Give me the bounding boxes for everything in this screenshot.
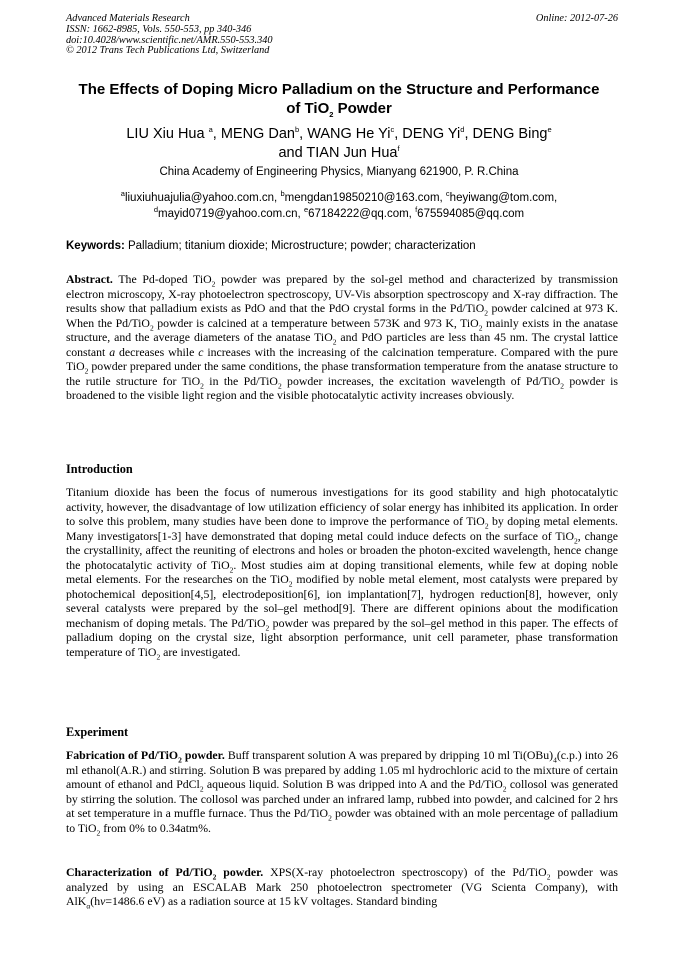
abstract: Abstract. The Pd-doped TiO$_2$ powder was prepared by the sol-gel method and characterized by transmission electron microscopy, X-ray photoelectron spectroscopy, UV-Vis absorption spectroscopy and X-ray diffraction. The results show that palladium exists as PdO and that the PdO crystal forms in the Pd/TiO$_2$ powder calcined at 973 K. When the Pd/TiO$_2$ powder is calcined at a temperature between 573K and 973 K, TiO$_2$ mainly exists in the anatase structure, and the average diameters of the anatase TiO$_2$ and PdO particles are less than 45 nm. The crystal lattice constant a decreases while c increases with the increasing of the calcination temperature. Compared with the pure TiO$_2$ powder prepared under the same conditions, the phase transformation temperature from the anatase structure to the rutile structure for TiO$_2$ in the Pd/TiO$_2$ powder increases, the excitation wavelength of Pd/TiO$_2$ powder is broadened to the visible light region and the visible photocatalytic activity increases obviously. [66,272,618,402]
email-link[interactable]: liuxiuhuajulia@yahoo.com.cn, [124,192,281,204]
section-heading-experiment: Experiment [66,725,129,739]
author-line-1: LIU Xiu Hua $^a$, MENG Dan$^b$, WANG He Yi$^c$, DENG Yi$^d$, DENG Bing$^e$ [126,125,552,142]
author: WANG He Yi [307,126,391,142]
journal-issn: ISSN: 1662-8985, Vols. 550-553, pp 340-346 [66,23,252,35]
author-line-2: and TIAN Jun Hua$^f$ [278,144,400,161]
title-line-2: of TiO$_2$ Powder [286,100,392,119]
introduction-paragraph: Titanium dioxide has been the focus of numerous investigations for its good stability and high photocatalytic activity, however, the disadvantage of low utilization efficiency of solar energy has inhibited its application. In order to solve this problem, many studies have been done to improve the performance of TiO$_2$ by doping metal elements. Many investigators[1-3] have demonstrated that doping metal could induce defects on the surface of TiO$_2$, change the crystallinity, affect the reuniting of electrons and holes or broaden the photon-excited wavelength, hence change the photocatalytic activity of TiO$_2$. Most studies aim at doping transitional elements, while few at doping noble metal elements. For the researches on the TiO$_2$ modified by noble metal element, most catalysts were prepared by photochemical deposition[4,5], electrodeposition[6], ion implantation[7], hydrogen reduction[8], however, only several catalysts were prepared by the sol–gel method[9]. There are different opinions about the modification mechanism of doping metals. The Pd/TiO$_2$ powder was prepared by the sol–gel method in this paper. The effects of palladium doping on the crystal size, light absorption performance, unit cell parameter, phase transformation temperature of TiO$_2$ are investigated. [66,485,619,661]
author: DENG Bing [472,126,548,142]
author-list [50,125,628,163]
email-list: $^a$liuxiuhuajulia@yahoo.com.cn, $^b$mengdan19850210@163.com, $^c$heyiwang@tom.com, $^d$mayid0719@yahoo.com.cn, $^e$67184222@qq.com, $^f$675594085@qq.com [120,189,558,220]
author: DENG Yi [402,126,461,142]
email-link[interactable]: heyiwang@tom.com, [449,192,558,204]
email-link[interactable]: mengdan19850210@163.com, [284,192,446,204]
email-link[interactable]: 67184222@qq.com, [308,208,416,220]
journal-name: Advanced Materials Research [66,13,190,24]
online-date: Online: 2012-07-26 [535,13,618,24]
journal-header [66,14,618,57]
journal-doi: doi:10.4028/www.scientific.net/AMR.550-553.340 [66,34,273,46]
fabrication-paragraph: Fabrication of Pd/TiO$_2$ powder. Buff transparent solution A was prepared by dripping 10 ml $Ti(OBu)_4(c.p.)$ into 26 ml ethanol(A.R.) and stirring. Solution B was prepared by adding 1.05 ml hydrochloric acid to the mixture of certain amount of ethanol and PdCl$_2$ aqueous liquid. Solution B was dripped into A and the Pd/TiO$_2$ collosol was generated by stirring the solution. The collosol was parched under an infrared lamp, rubbed into powder, and calcined for 2 hrs at set temperature in a muffle furnace. Thus the Pd/TiO$_2$ powder was obtained with an mole percentage of palladium to TiO$_2$ from 0% to 0.34atm%. [66,748,619,837]
author: MENG Dan [220,126,295,142]
author: and TIAN Jun Hua [278,145,398,161]
journal-copyright: © 2012 Trans Tech Publications Ltd, Switzerland [66,45,270,57]
affiliation: China Academy of Engineering Physics, Mianyang 621900, P. R.China [159,166,519,178]
email-link[interactable]: 675594085@qq.com [417,208,525,220]
paper-title [50,80,628,118]
section-heading-introduction: Introduction [66,462,133,476]
keywords: Keywords: Palladium; titanium dioxide; Microstructure; powder; characterization [66,240,476,252]
email-link[interactable]: mayid0719@yahoo.com.cn, [158,208,304,220]
characterization-paragraph: Characterization of Pd/TiO$_2$ powder. XPS(X-ray photoelectron spectroscopy) of the Pd/TiO$_2$ powder was analyzed by using an ESCALAB Mark 250 photoelectron spectrometer (VG Scienta Company), with AlK$_\alpha$(hv=1486.6 eV) as a radiation source at 15 kV voltages. Standard binding [66,865,619,911]
author: LIU Xiu Hua [126,126,209,142]
title-line-1: The Effects of Doping Micro Palladium on the Structure and Performance [78,81,600,98]
